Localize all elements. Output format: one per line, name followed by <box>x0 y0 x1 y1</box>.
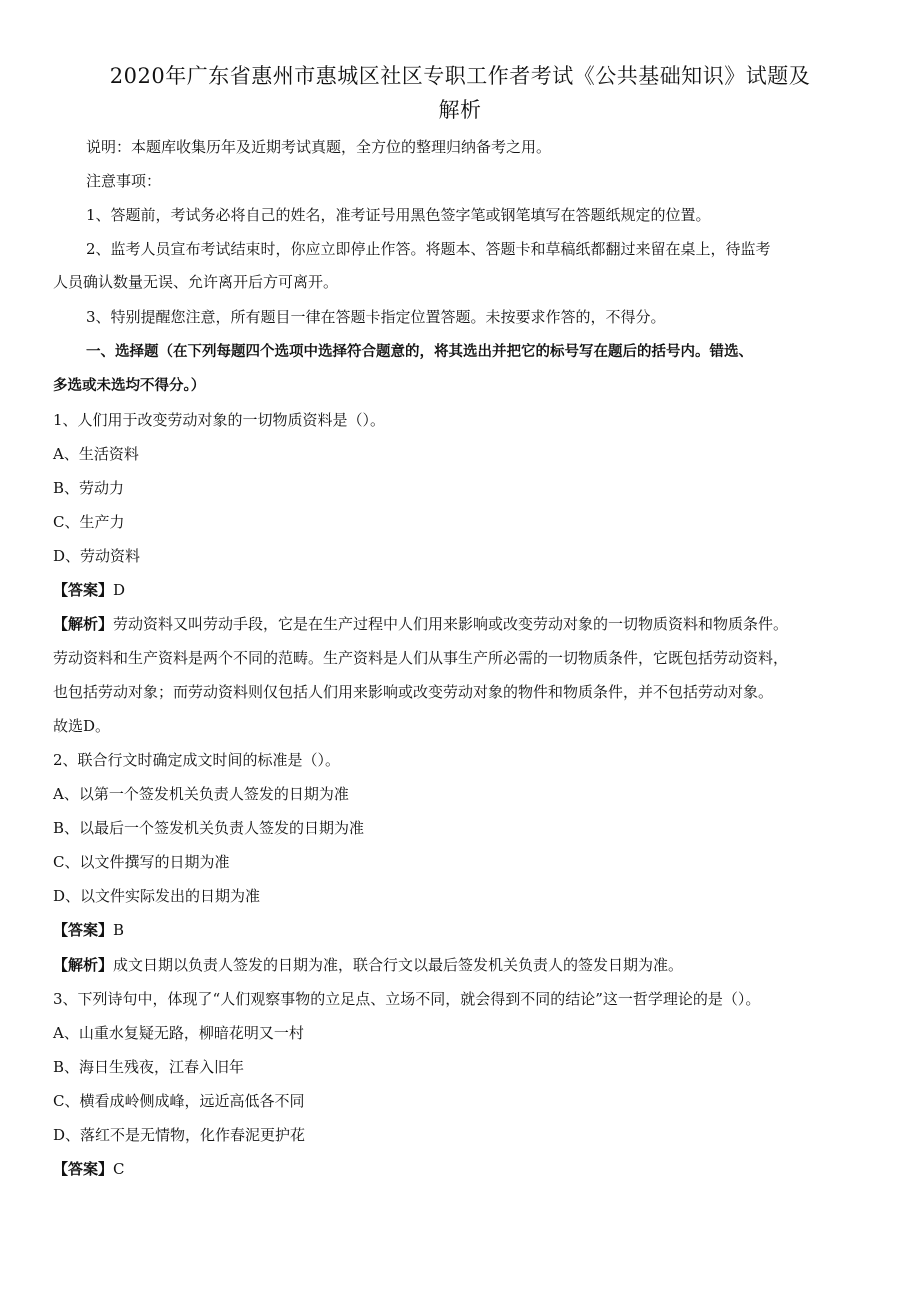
question-1-analysis-line-1 <box>53 614 788 634</box>
question-2-stem: 2、联合行文时确定成文时间的标准是（）。 <box>53 751 341 769</box>
notice-item-2-line-2: 人员确认数量无误、允许离开后方可离开。 <box>53 273 339 291</box>
analysis-tag: 【解析】 <box>53 615 114 633</box>
question-2-analysis-line-1 <box>53 955 683 975</box>
analysis-text: 成文日期以负责人签发的日期为准，联合行文以最后签发机关负责人的签发日期为准。 <box>113 956 684 974</box>
question-1-option-d: D、劳动资料 <box>53 547 141 565</box>
notice-item-2-line-1: 2、监考人员宣布考试结束时，你应立即停止作答。将题本、答题卡和草稿纸都翻过来留在桌上，待监考 <box>86 240 771 258</box>
description-text: 说明：本题库收集历年及近期考试真题，全方位的整理归纳备考之用。 <box>86 138 552 156</box>
question-1-stem: 1、人们用于改变劳动对象的一切物质资料是（）。 <box>53 411 386 429</box>
question-2-option-a: A、以第一个签发机关负责人签发的日期为准 <box>53 785 349 803</box>
section-heading-line-1: 一、选择题（在下列每题四个选项中选择符合题意的，将其选出并把它的标号写在题后的括号内。错选、 <box>86 344 753 360</box>
document-title-line-2: 解析 <box>438 98 482 122</box>
answer-value: B <box>113 921 125 939</box>
question-2-option-d: D、以文件实际发出的日期为准 <box>53 887 261 905</box>
notice-item-1: 1、答题前，考试务必将自己的姓名，准考证号用黑色签字笔或钢笔填写在答题纸规定的位置。 <box>86 206 711 224</box>
analysis-tag: 【解析】 <box>53 956 114 974</box>
answer-value: C <box>113 1160 125 1178</box>
question-1-answer <box>53 580 125 600</box>
question-3-answer <box>53 1159 125 1179</box>
question-1-option-a: A、生活资料 <box>53 445 139 463</box>
question-3-option-c: C、横看成岭侧成峰，远近高低各不同 <box>53 1092 305 1110</box>
question-1-analysis-line-2: 劳动资料和生产资料是两个不同的范畴。生产资料是人们从事生产所必需的一切物质条件，它既包括劳动资料， <box>53 649 789 667</box>
answer-tag: 【答案】 <box>53 1160 114 1178</box>
question-2-answer <box>53 920 124 940</box>
question-1-option-b: B、劳动力 <box>53 479 125 497</box>
question-1-analysis-line-4: 故选D。 <box>53 717 111 735</box>
notice-item-3: 3、特别提醒您注意，所有题目一律在答题卡指定位置答题。未按要求作答的，不得分。 <box>86 308 666 326</box>
question-2-option-c: C、以文件撰写的日期为准 <box>53 853 230 871</box>
question-3-option-a: A、山重水复疑无路，柳暗花明又一村 <box>53 1024 304 1042</box>
question-1-option-c: C、生产力 <box>53 513 125 531</box>
question-3-option-b: B、海日生残夜，江春入旧年 <box>53 1058 245 1076</box>
question-3-option-d: D、落红不是无情物，化作春泥更护花 <box>53 1126 306 1144</box>
answer-tag: 【答案】 <box>53 921 114 939</box>
document-title-line-1: 2020年广东省惠州市惠城区社区专职工作者考试《公共基础知识》试题及 <box>109 64 811 88</box>
answer-value: D <box>113 581 126 599</box>
question-2-option-b: B、以最后一个签发机关负责人签发的日期为准 <box>53 819 365 837</box>
answer-tag: 【答案】 <box>53 581 114 599</box>
question-3-stem: 3、下列诗句中，体现了“人们观察事物的立足点、立场不同，就会得到不同的结论”这一哲学理论的是（）。 <box>53 990 761 1008</box>
notice-heading: 注意事项： <box>86 172 162 190</box>
analysis-text: 劳动资料又叫劳动手段，它是在生产过程中人们用来影响或改变劳动对象的一切物质资料和物质条件。 <box>113 615 789 633</box>
section-heading-line-2: 多选或未选均不得分。） <box>53 378 206 394</box>
question-1-analysis-line-3: 也包括劳动对象；而劳动资料则仅包括人们用来影响或改变劳动对象的物件和物质条件，并不包括劳动对象。 <box>53 683 774 701</box>
